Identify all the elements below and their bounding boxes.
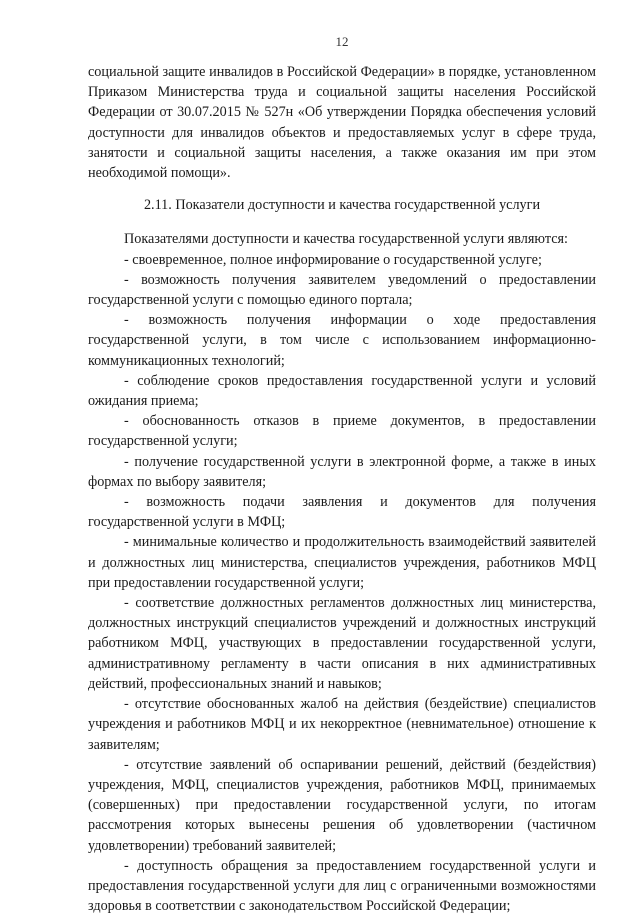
list-item: - получение государственной услуги в электронной форме, а также в иных формах по выбору заявителя; (88, 453, 596, 490)
list-item: - возможность подачи заявления и документов для получения государственной услуги в МФЦ; (88, 494, 596, 531)
list-item: - своевременное, полное информирование о государственной услуге; (124, 251, 542, 268)
list-item: - соблюдение сроков предоставления государственной услуги и условий ожидания приема; (88, 372, 596, 410)
document-body (88, 62, 596, 916)
section-heading: 2.11. Показатели доступности и качества государственной услуги (143, 197, 541, 214)
list-item: - возможность получения информации о ходе предоставления государственной услуги, в том числе с использованием информационно-коммуникационных технологий; (88, 312, 596, 369)
list-item: - обоснованность отказов в приеме документов, в предоставлении государственной услуги; (88, 413, 596, 450)
lead-paragraph: Показателями доступности и качества государственной услуги являются: (124, 231, 568, 248)
list-item: - отсутствие обоснованных жалоб на действия (бездействие) специалистов учреждения и работников МФЦ и их некорректное (невнимательное) отношение к заявителям; (88, 696, 596, 753)
list-item: - соответствие должностных регламентов должностных лиц министерства, должностных инструкций специалистов учреждений и должностных инструкций работником МФЦ, участвующих в предоставлении государственной услуги, административному регламенту в части описания в них административных действий, профессиональных знаний и навыков; (88, 595, 596, 692)
page-number: 12 (335, 34, 349, 49)
list-item: - доступность обращения за предоставлением государственной услуги и предоставления государственной услуги для лиц с ограниченными возможностями здоровья в соответствии с законодательством Российской Федерации; (88, 857, 596, 915)
list-item: - минимальные количество и продолжительность взаимодействий заявителей и должностных лиц министерства, специалистов учреждения, работников МФЦ при предоставлении государственной услуги; (88, 534, 596, 591)
list-item: - возможность получения заявителем уведомлений о предоставлении государственной услуги с помощью единого портала; (88, 271, 596, 309)
intro-paragraph: социальной защите инвалидов в Российской Федерации» в порядке, установленном Приказом Министерства труда и социальной защиты населения Российской Федерации от 30.07.2015 № 527н «Об утверждении Порядка обеспечения условий доступности для инвалидов объектов и предоставляемых услуг в сфере труда, занятости и социальной защиты населения, а также оказания им при этом необходимой помощи». (88, 64, 596, 182)
list-item: - отсутствие заявлений об оспаривании решений, действий (бездействия) учреждения, МФЦ, специалистов учреждения, работников МФЦ, принимаемых (совершенных) при предоставлении государственной услуги, по итогам рассмотрения которых вынесены решения об удовлетворении (частичном удовлетворении) требований заявителей; (88, 756, 596, 854)
